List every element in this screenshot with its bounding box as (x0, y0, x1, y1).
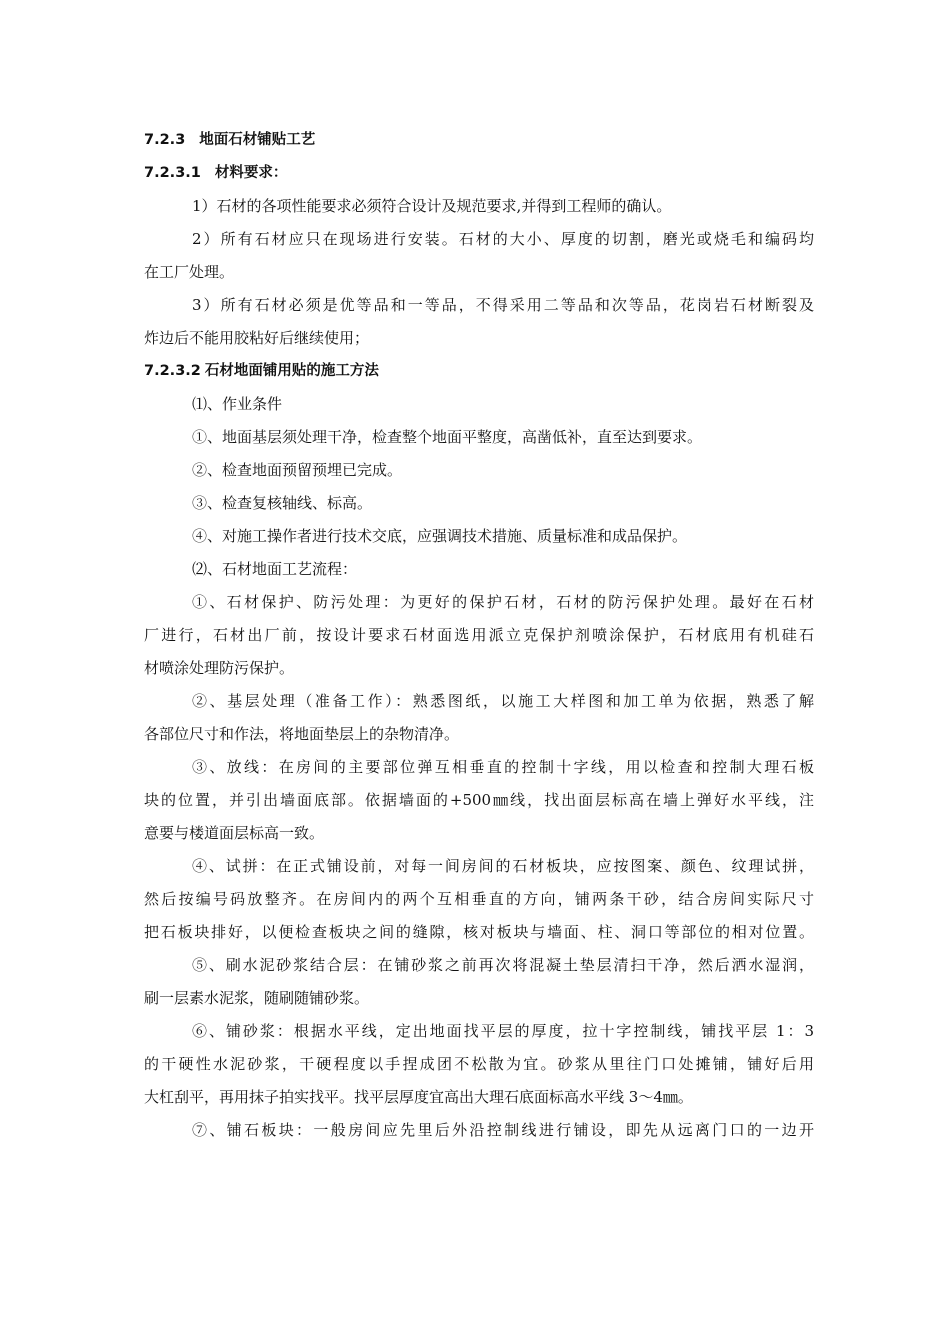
paragraph-line: 刷一层素水泥浆，随刷随铺砂浆。 (144, 989, 370, 1007)
paragraph-line: ④、试拼：在正式铺设前，对每一间房间的石材板块，应按图案、颜色、纹理试拼， (192, 857, 814, 875)
paragraph-line: ③、检查复核轴线、标高。 (192, 494, 373, 512)
paragraph-line: 块的位置，并引出墙面底部。依据墙面的+500㎜线，找出面层标高在墙上弹好水平线，注 (144, 791, 814, 809)
paragraph-line: 在工厂处理。 (144, 263, 235, 281)
paragraph-line: ⑦、铺石板块：一般房间应先里后外沿控制线进行铺设，即先从远离门口的一边开 (192, 1121, 814, 1139)
paragraph-line: 1）石材的各项性能要求必须符合设计及规范要求,并得到工程师的确认。 (192, 197, 672, 215)
paragraph-line: ⑤、刷水泥砂浆结合层：在铺砂浆之前再次将混凝土垫层清扫干净，然后洒水湿润， (192, 956, 814, 974)
paragraph-line: 2）所有石材应只在现场进行安装。石材的大小、厚度的切割，磨光或烧毛和编码均 (192, 230, 814, 248)
section-title: 材料要求： (214, 165, 288, 181)
paragraph-line: ②、检查地面预留预埋已完成。 (192, 461, 403, 479)
section-number: 7.2.3.2 (144, 363, 201, 379)
section-number: 7.2.3 (144, 132, 186, 148)
paragraph-line: 各部位尺寸和作法，将地面垫层上的杂物清净。 (144, 725, 460, 743)
subsection-title: ⑴、作业条件 (192, 395, 283, 413)
paragraph-line: 的干硬性水泥砂浆，干硬程度以手捏成团不松散为宜。砂浆从里往门口处摊铺，铺好后用 (144, 1055, 814, 1073)
subsection-title: ⑵、石材地面工艺流程： (192, 560, 358, 578)
paragraph-line: 炸边后不能用胶粘好后继续使用； (144, 329, 370, 347)
paragraph-line: 材喷涂处理防污保护。 (144, 659, 295, 677)
paragraph-line: 厂进行，石材出厂前，按设计要求石材面选用派立克保护剂喷涂保护，石材底用有机硅石 (144, 626, 814, 644)
paragraph-line: ④、对施工操作者进行技术交底，应强调技术措施、质量标准和成品保护。 (192, 527, 688, 545)
paragraph-line: ⑥、铺砂浆：根据水平线，定出地面找平层的厚度，拉十字控制线，铺找平层 1：3 (192, 1022, 814, 1040)
paragraph-line: 大杠刮平，再用抹子拍实找平。找平层厚度宜高出大理石底面标高水平线 3～4㎜。 (144, 1088, 693, 1106)
document-body (144, 124, 814, 1147)
section-heading-7-2-3 (144, 124, 814, 157)
section-title: 地面石材铺贴工艺 (199, 132, 316, 148)
paragraph-line: 把石板块排好，以便检查板块之间的缝隙，核对板块与墙面、柱、洞口等部位的相对位置。 (144, 923, 814, 941)
paragraph-line: ②、基层处理（准备工作）：熟悉图纸，以施工大样图和加工单为依据，熟悉了解 (192, 692, 814, 710)
section-title: 石材地面铺用贴的施工方法 (204, 363, 379, 379)
section-heading-7-2-3-2 (144, 355, 814, 388)
paragraph-line: ①、地面基层须处理干净，检查整个地面平整度，高凿低补，直至达到要求。 (192, 428, 703, 446)
paragraph-line: ③、放线：在房间的主要部位弹互相垂直的控制十字线，用以检查和控制大理石板 (192, 758, 814, 776)
section-number: 7.2.3.1 (144, 165, 201, 181)
paragraph-line: 3）所有石材必须是优等品和一等品，不得采用二等品和次等品，花岗岩石材断裂及 (192, 296, 814, 314)
paragraph-line: ①、石材保护、防污处理：为更好的保护石材，石材的防污保护处理。最好在石材 (192, 593, 814, 611)
section-heading-7-2-3-1 (144, 157, 814, 190)
paragraph-line: 意要与楼道面层标高一致。 (144, 824, 325, 842)
paragraph-line: 然后按编号码放整齐。在房间内的两个互相垂直的方向，铺两条干砂，结合房间实际尺寸 (144, 890, 814, 908)
